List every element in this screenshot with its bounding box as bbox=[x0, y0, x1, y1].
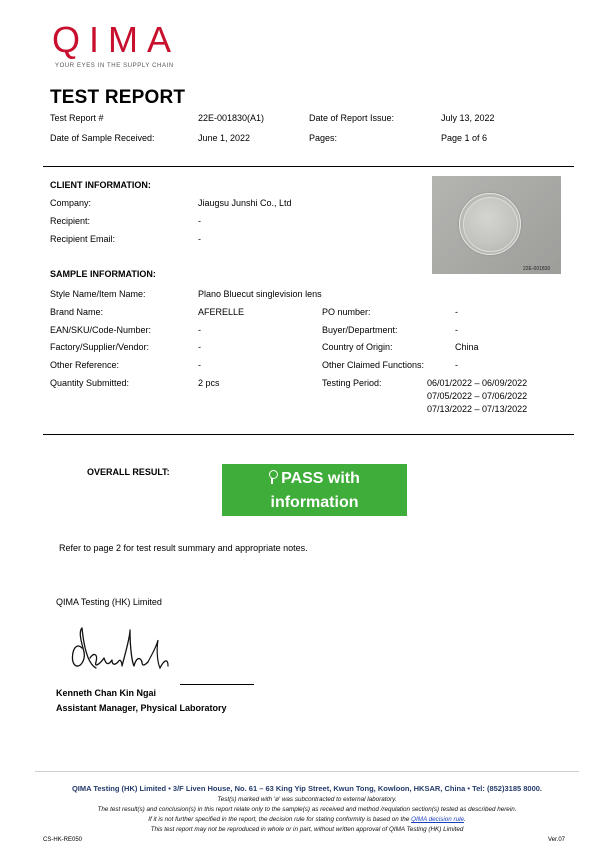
received-label: Date of Sample Received: bbox=[50, 133, 155, 143]
style-label: Style Name/Item Name: bbox=[50, 289, 146, 299]
claimed-functions-value: - bbox=[455, 360, 458, 370]
magnifier-icon bbox=[269, 470, 278, 479]
po-value: - bbox=[455, 307, 458, 317]
footer-divider bbox=[35, 771, 579, 772]
divider-middle bbox=[43, 434, 574, 435]
company-label: Company: bbox=[50, 198, 92, 208]
signature-line bbox=[180, 684, 254, 685]
footer-note-3 bbox=[0, 816, 614, 823]
footer-note-3-end: . bbox=[464, 816, 466, 823]
signer-position: Assistant Manager, Physical Laboratory bbox=[56, 703, 227, 713]
brand-value: AFERELLE bbox=[198, 307, 245, 317]
result-note: Refer to page 2 for test result summary and appropriate notes. bbox=[59, 543, 308, 553]
report-no-label: Test Report # bbox=[50, 113, 104, 123]
footer-address: QIMA Testing (HK) Limited • 3/F Liven House, No. 61 – 63 King Yip Street, Kwun Tong, Kowloon, HKSAR, China • Tel: (852)3185 8000. bbox=[71, 784, 543, 793]
footer-note-2: The test result(s) and conclusion(s) in this report relate only to the sample(s) as received and method /requlation section(s) tested as described herein. bbox=[97, 806, 517, 813]
footer-note-4: This test report may not be reproduced in whole or in part, without written approval of QIMA Testing (HK) Limited bbox=[150, 826, 464, 833]
buyer-label: Buyer/Department: bbox=[322, 325, 398, 335]
po-label: PO number: bbox=[322, 307, 371, 317]
origin-label: Country of Origin: bbox=[322, 342, 393, 352]
issue-date-value: July 13, 2022 bbox=[441, 113, 495, 123]
footer-note-3-text: If it is not further specified in the report, the decision rule for stating conformity is based on the bbox=[148, 816, 410, 823]
overall-result-label: OVERALL RESULT: bbox=[87, 467, 170, 477]
brand-label: Brand Name: bbox=[50, 307, 104, 317]
recipient-email-value: - bbox=[198, 234, 201, 244]
pass-badge bbox=[222, 464, 407, 516]
signing-company: QIMA Testing (HK) Limited bbox=[56, 597, 162, 607]
photo-caption: 22E-001830 bbox=[523, 266, 551, 272]
ean-label: EAN/SKU/Code-Number: bbox=[50, 325, 152, 335]
qima-logo: QIMA bbox=[52, 19, 181, 60]
origin-value: China bbox=[455, 342, 479, 352]
footer-note-1: Test(s) marked with 'ø' was subcontracted to external laboratory. bbox=[217, 796, 397, 803]
form-version: Ver.07 bbox=[548, 837, 566, 843]
pass-text: PASS with bbox=[281, 470, 360, 487]
style-value: Plano Bluecut singlevision lens bbox=[198, 289, 322, 299]
client-heading: CLIENT INFORMATION: bbox=[50, 180, 151, 190]
company-value: Jiaugsu Junshi Co., Ltd bbox=[198, 198, 292, 208]
pages-value: Page 1 of 6 bbox=[441, 133, 488, 143]
issue-date-label: Date of Report Issue: bbox=[309, 113, 395, 123]
form-code: CS-HK-RE050 bbox=[43, 837, 83, 843]
testing-period-label: Testing Period: bbox=[322, 378, 382, 388]
ean-value: - bbox=[198, 325, 201, 335]
sample-photo bbox=[432, 176, 561, 274]
buyer-value: - bbox=[455, 325, 458, 335]
claimed-functions-label: Other Claimed Functions: bbox=[322, 360, 425, 370]
qima-decision-rule-link[interactable]: QIMA decision rule bbox=[411, 816, 465, 823]
lens-edge bbox=[463, 197, 518, 252]
signer-name: Kenneth Chan Kin Ngai bbox=[56, 688, 157, 698]
testing-period-2: 07/05/2022 – 07/06/2022 bbox=[427, 391, 528, 401]
factory-label: Factory/Supplier/Vendor: bbox=[50, 342, 150, 352]
report-no-value: 22E-001830(A1) bbox=[198, 113, 265, 123]
recipient-value: - bbox=[198, 216, 201, 226]
received-value: June 1, 2022 bbox=[198, 133, 251, 143]
signature bbox=[60, 618, 200, 682]
page-title: TEST REPORT bbox=[50, 87, 186, 108]
sample-heading: SAMPLE INFORMATION: bbox=[50, 269, 156, 279]
pages-label: Pages: bbox=[309, 133, 338, 143]
divider-top bbox=[43, 166, 574, 167]
pass-line-2: information bbox=[270, 494, 359, 511]
recipient-email-label: Recipient Email: bbox=[50, 234, 116, 244]
pass-line-1 bbox=[222, 467, 407, 491]
recipient-label: Recipient: bbox=[50, 216, 91, 226]
factory-value: - bbox=[198, 342, 201, 352]
other-reference-label: Other Reference: bbox=[50, 360, 120, 370]
other-reference-value: - bbox=[198, 360, 201, 370]
quantity-label: Quantity Submitted: bbox=[50, 378, 130, 388]
testing-period-1: 06/01/2022 – 06/09/2022 bbox=[427, 378, 528, 388]
testing-period-3: 07/13/2022 – 07/13/2022 bbox=[427, 404, 528, 414]
logo-tagline: YOUR EYES IN THE SUPPLY CHAIN bbox=[55, 63, 174, 69]
quantity-value: 2 pcs bbox=[198, 378, 220, 388]
